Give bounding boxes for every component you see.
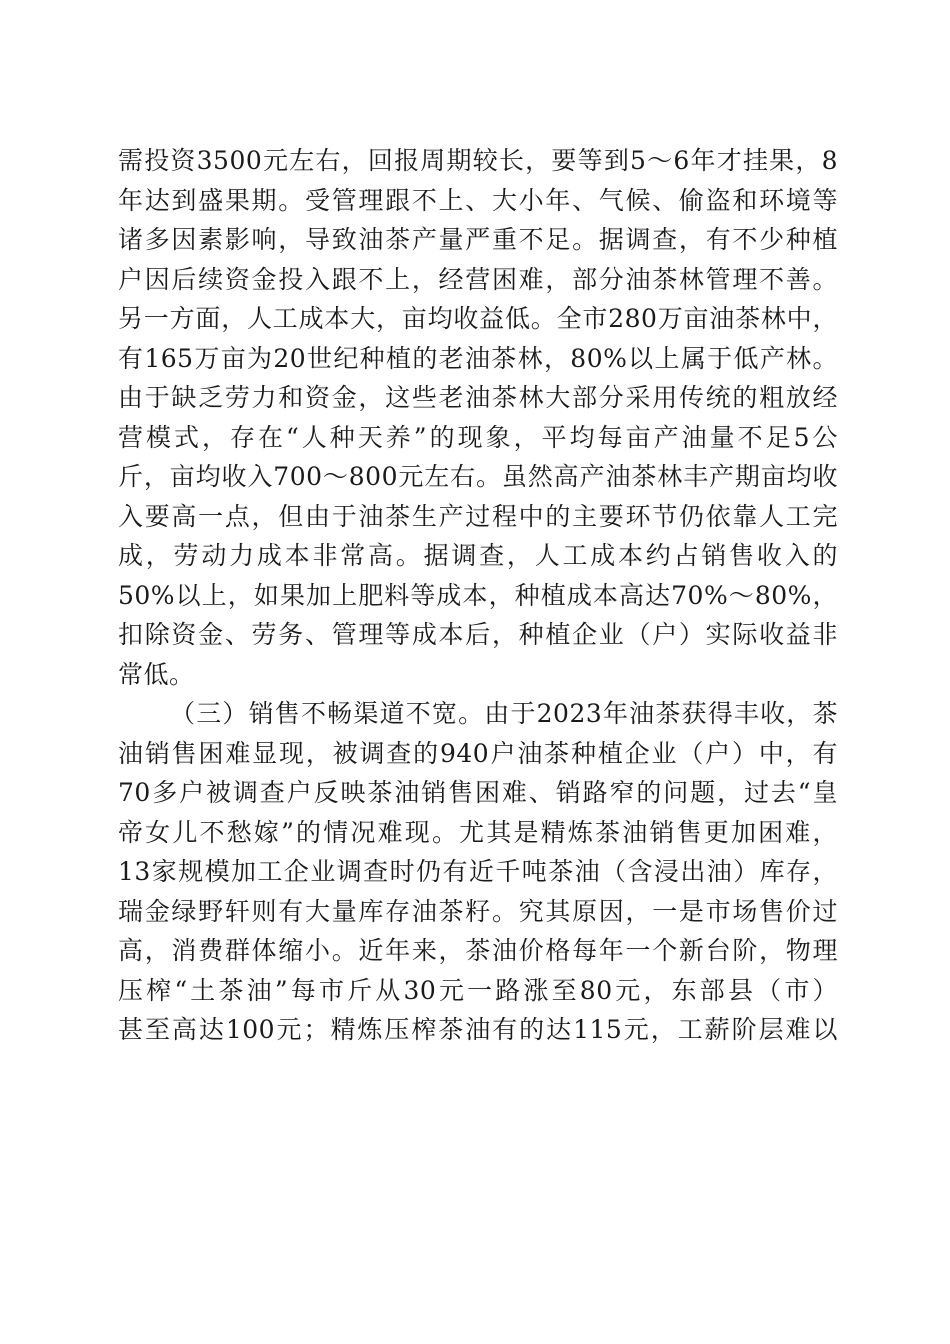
body-text [118, 141, 838, 1050]
text-line: 甚至高达100元；精炼压榨茶油有的达115元，工薪阶层难以 [118, 1015, 838, 1044]
text-line: 70多户被调查户反映茶油销售困难、销路窄的问题，过去“皇 [118, 778, 838, 807]
text-line: 斤，亩均收入700～800元左右。虽然高产油茶林丰产期亩均收 [118, 462, 838, 491]
text-line: 入要高一点，但由于油茶生产过程中的主要环节仍依靠人工完 [118, 501, 838, 531]
text-line: 户因后续资金投入跟不上，经营困难，部分油茶林管理不善。 [118, 264, 838, 294]
text-line: 由于缺乏劳力和资金，这些老油茶林大部分采用传统的粗放经 [118, 383, 838, 412]
paragraph-end-line: 常低。 [118, 659, 195, 689]
text-line: 有165万亩为20世纪种植的老油茶林，80%以上属于低产林。 [118, 343, 838, 373]
text-line: 诸多因素影响，导致油茶产量严重不足。据调查，有不少种植 [118, 225, 838, 254]
text-line: 油销售困难显现，被调查的940户油茶种植企业（户）中，有 [118, 738, 838, 768]
text-line: 需投资3500元左右，回报周期较长，要等到5～6年才挂果，8 [118, 146, 838, 175]
text-line: 年达到盛果期。受管理跟不上、大小年、气候、偷盗和环境等 [118, 185, 838, 215]
section-heading-line: （三）销售不畅渠道不宽。由于2023年油茶获得丰收，茶 [170, 699, 838, 728]
text-line: 50%以上，如果加上肥料等成本，种植成本高达70%～80%， [118, 580, 838, 610]
text-line: 压榨“土茶油”每市斤从30元一路涨至80元，东部县（市） [118, 975, 838, 1005]
text-line: 扣除资金、劳务、管理等成本后，种植企业（户）实际收益非 [118, 620, 838, 649]
text-line: 成，劳动力成本非常高。据调查，人工成本约占销售收入的 [118, 541, 838, 570]
text-line: 另一方面，人工成本大，亩均收益低。全市280万亩油茶林中， [118, 304, 838, 333]
text-line: 瑞金绿野轩则有大量库存油茶籽。究其原因，一是市场售价过 [118, 896, 838, 926]
text-line: 营模式，存在“人种天养”的现象，平均每亩产油量不足5公 [118, 422, 838, 452]
text-line: 帝女儿不愁嫁”的情况难现。尤其是精炼茶油销售更加困难， [118, 817, 838, 847]
text-line: 高，消费群体缩小。近年来，茶油价格每年一个新台阶，物理 [118, 936, 838, 965]
text-line: 13家规模加工企业调查时仍有近千吨茶油（含浸出油）库存， [118, 857, 838, 886]
